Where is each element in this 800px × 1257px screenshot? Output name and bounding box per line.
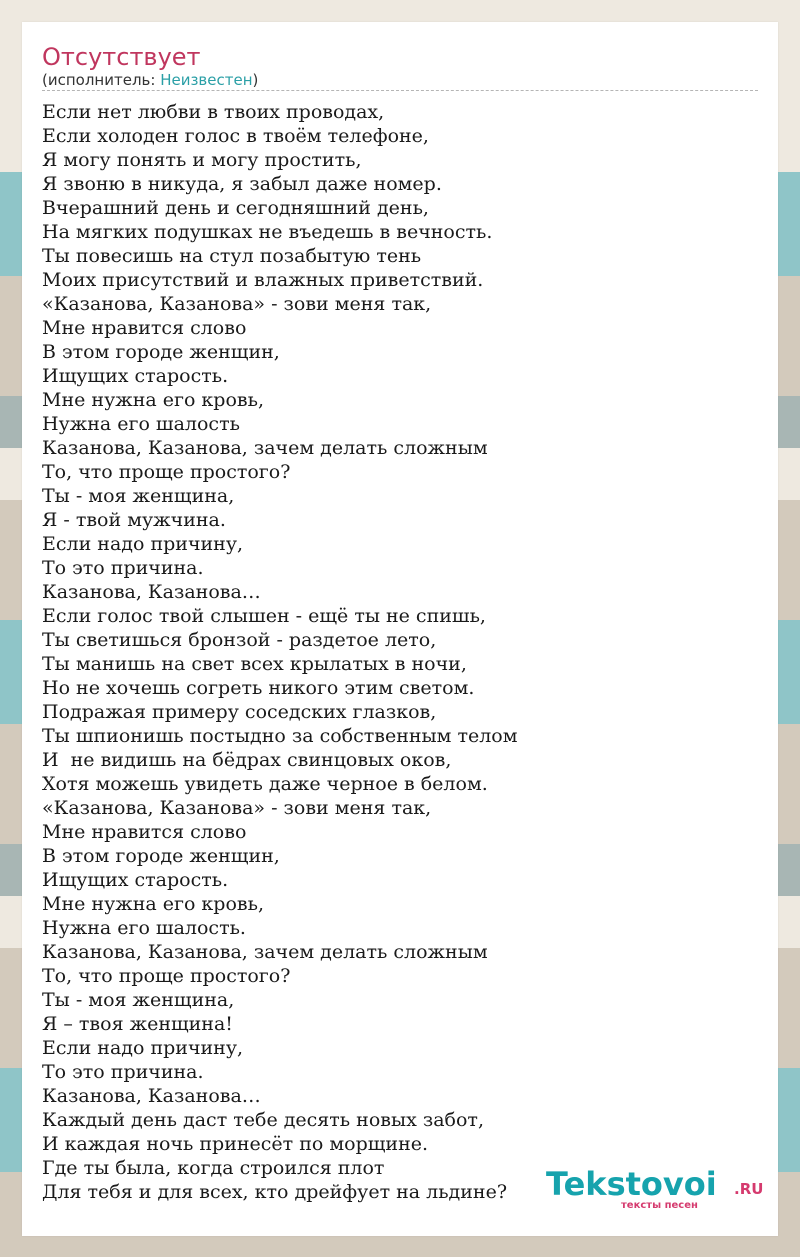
lyric-line: Я - твой мужчина. [42, 509, 226, 531]
lyric-line: Ты - моя женщина, [42, 989, 235, 1011]
lyric-line: Нужна его шалость. [42, 917, 246, 939]
lyric-line: То это причина. [42, 557, 204, 579]
lyric-line: Ты повесишь на стул позабытую тень [42, 245, 422, 267]
song-title: Отсутствует [42, 43, 201, 71]
lyric-line: Ты шпионишь постыдно за собственным телом [42, 725, 518, 747]
lyrics-body [42, 100, 758, 1204]
lyric-line: Ищущих старость. [42, 869, 229, 891]
lyric-line: В этом городе женщин, [42, 845, 280, 867]
artist-suffix: ) [252, 71, 259, 89]
lyrics-card [22, 22, 778, 1236]
lyric-line: Если голос твой слышен - ещё ты не спишь, [42, 605, 486, 627]
artist-prefix: (исполнитель: [42, 71, 161, 89]
lyric-line: Подражая примеру соседских глазков, [42, 701, 437, 723]
lyric-line: Где ты была, когда строился плот [42, 1157, 385, 1179]
lyric-line: И не видишь на бёдрах свинцовых оков, [42, 749, 452, 771]
lyric-line: Мне нравится слово [42, 821, 247, 843]
lyric-line: Ты - моя женщина, [42, 485, 235, 507]
lyric-line: Ты светишься бронзой - раздетое лето, [42, 629, 437, 651]
lyric-line: Я звоню в никуда, я забыл даже номер. [42, 173, 442, 195]
artist-line [42, 70, 258, 90]
lyric-line: Казанова, Казанова, зачем делать сложным [42, 941, 488, 963]
lyric-line: Я – твоя женщина! [42, 1013, 233, 1035]
lyric-line: Моих присутствий и влажных приветствий. [42, 269, 484, 291]
lyric-line: Мне нравится слово [42, 317, 247, 339]
lyric-line: Мне нужна его кровь, [42, 389, 264, 411]
lyric-line: То, что проще простого? [42, 461, 291, 483]
lyric-line: «Казанова, Казанова» - зови меня так, [42, 293, 432, 315]
lyric-line: Мне нужна его кровь, [42, 893, 264, 915]
lyric-line: Хотя можешь увидеть даже черное в белом. [42, 773, 488, 795]
lyric-line: И каждая ночь принесёт по морщине. [42, 1133, 429, 1155]
lyric-line: То, что проще простого? [42, 965, 291, 987]
lyric-line: Если холоден голос в твоём телефоне, [42, 125, 429, 147]
lyric-line: Если надо причину, [42, 1037, 244, 1059]
lyric-line: То это причина. [42, 1061, 204, 1083]
lyric-line: Казанова, Казанова, зачем делать сложным [42, 437, 488, 459]
lyric-line: Если надо причину, [42, 533, 244, 555]
lyric-line: Я могу понять и могу простить, [42, 149, 362, 171]
lyric-line: «Казанова, Казанова» - зови меня так, [42, 797, 432, 819]
divider [42, 90, 758, 91]
lyric-line: Казанова, Казанова… [42, 1085, 261, 1107]
lyric-line: Но не хочешь согреть никого этим светом. [42, 677, 475, 699]
site-logo[interactable] [546, 1165, 764, 1214]
lyric-line: Для тебя и для всех, кто дрейфует на льдине? [42, 1181, 508, 1203]
artist-link[interactable]: Неизвестен [160, 71, 253, 89]
lyric-line: Каждый день даст тебе десять новых забот, [42, 1109, 484, 1131]
lyric-line: На мягких подушках не въедешь в вечность. [42, 221, 493, 243]
lyric-line: Казанова, Казанова… [42, 581, 261, 603]
lyric-line: Нужна его шалость [42, 413, 240, 435]
lyric-line: Если нет любви в твоих проводах, [42, 101, 385, 123]
lyric-line: Ты манишь на свет всех крылатых в ночи, [42, 653, 467, 675]
lyric-line: Вчерашний день и сегодняшний день, [42, 197, 429, 219]
logo-wordmark: Tekstovoi [546, 1165, 717, 1203]
lyric-line: В этом городе женщин, [42, 341, 280, 363]
logo-domain: .RU [734, 1180, 764, 1198]
logo-tagline: тексты песен [621, 1200, 698, 1211]
lyric-line: Ищущих старость. [42, 365, 229, 387]
